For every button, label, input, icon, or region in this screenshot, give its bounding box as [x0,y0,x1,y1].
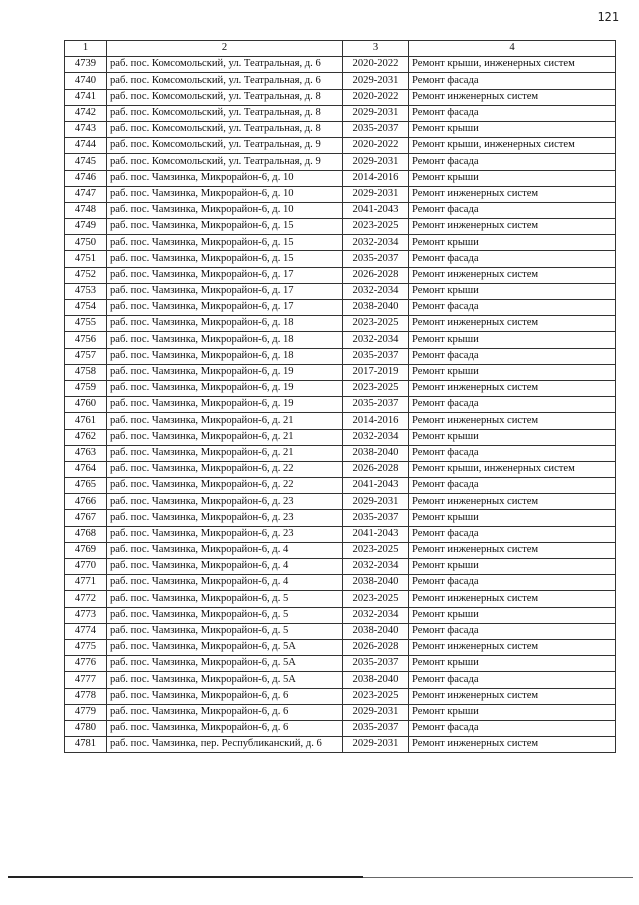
table-row [65,170,616,186]
table-row [65,89,616,105]
work-type-cell: Ремонт инженерных систем [409,316,616,332]
table-row [65,364,616,380]
table-row [65,526,616,542]
row-number-cell: 4752 [65,267,107,283]
period-cell: 2029-2031 [343,704,409,720]
work-type-cell: Ремонт инженерных систем [409,186,616,202]
table-row [65,494,616,510]
work-type-cell: Ремонт крыши, инженерных систем [409,57,616,73]
work-type-cell: Ремонт фасада [409,672,616,688]
period-cell: 2023-2025 [343,316,409,332]
row-number-cell: 4739 [65,57,107,73]
table-row [65,267,616,283]
address-cell: раб. пос. Чамзинка, Микрорайон-6, д. 23 [107,526,343,542]
table-row [65,542,616,558]
table-row [65,154,616,170]
work-type-cell: Ремонт фасада [409,73,616,89]
page-bottom-rule-thin [363,877,633,878]
period-cell: 2032-2034 [343,559,409,575]
address-cell: раб. пос. Чамзинка, Микрорайон-6, д. 5 [107,623,343,639]
row-number-cell: 4749 [65,219,107,235]
address-cell: раб. пос. Чамзинка, Микрорайон-6, д. 23 [107,510,343,526]
table-row [65,656,616,672]
table-row [65,251,616,267]
period-cell: 2029-2031 [343,186,409,202]
address-cell: раб. пос. Чамзинка, Микрорайон-6, д. 18 [107,348,343,364]
table-row [65,510,616,526]
period-cell: 2041-2043 [343,526,409,542]
table-row [65,672,616,688]
table-row [65,380,616,396]
row-number-cell: 4763 [65,445,107,461]
period-cell: 2029-2031 [343,154,409,170]
column-header-number: 1 [65,41,107,57]
row-number-cell: 4754 [65,300,107,316]
address-cell: раб. пос. Чамзинка, Микрорайон-6, д. 21 [107,445,343,461]
address-cell: раб. пос. Чамзинка, Микрорайон-6, д. 17 [107,267,343,283]
address-cell: раб. пос. Чамзинка, Микрорайон-6, д. 5А [107,639,343,655]
address-cell: раб. пос. Комсомольский, ул. Театральная, д. 9 [107,154,343,170]
table-row [65,413,616,429]
work-type-cell: Ремонт инженерных систем [409,591,616,607]
work-type-cell: Ремонт крыши [409,607,616,623]
work-type-cell: Ремонт крыши [409,510,616,526]
table-body [65,57,616,753]
work-type-cell: Ремонт инженерных систем [409,267,616,283]
table-row [65,461,616,477]
address-cell: раб. пос. Чамзинка, Микрорайон-6, д. 5 [107,607,343,623]
work-type-cell: Ремонт инженерных систем [409,737,616,753]
repair-schedule-table [64,40,616,753]
table-row [65,202,616,218]
table-row [65,332,616,348]
address-cell: раб. пос. Комсомольский, ул. Театральная, д. 8 [107,121,343,137]
work-type-cell: Ремонт фасада [409,720,616,736]
work-type-cell: Ремонт крыши [409,364,616,380]
table-row [65,688,616,704]
table-row [65,623,616,639]
row-number-cell: 4761 [65,413,107,429]
period-cell: 2038-2040 [343,445,409,461]
address-cell: раб. пос. Чамзинка, Микрорайон-6, д. 4 [107,575,343,591]
row-number-cell: 4767 [65,510,107,526]
row-number-cell: 4744 [65,138,107,154]
row-number-cell: 4774 [65,623,107,639]
period-cell: 2020-2022 [343,57,409,73]
row-number-cell: 4756 [65,332,107,348]
work-type-cell: Ремонт фасада [409,397,616,413]
work-type-cell: Ремонт крыши [409,656,616,672]
table-row [65,591,616,607]
table-row [65,283,616,299]
row-number-cell: 4751 [65,251,107,267]
period-cell: 2026-2028 [343,267,409,283]
column-header-work-type: 4 [409,41,616,57]
period-cell: 2020-2022 [343,138,409,154]
row-number-cell: 4741 [65,89,107,105]
work-type-cell: Ремонт инженерных систем [409,219,616,235]
address-cell: раб. пос. Комсомольский, ул. Театральная, д. 6 [107,57,343,73]
period-cell: 2014-2016 [343,413,409,429]
period-cell: 2035-2037 [343,720,409,736]
period-cell: 2026-2028 [343,461,409,477]
address-cell: раб. пос. Чамзинка, пер. Республиканский, д. 6 [107,737,343,753]
period-cell: 2035-2037 [343,348,409,364]
table-header-row [65,41,616,57]
address-cell: раб. пос. Комсомольский, ул. Театральная, д. 8 [107,89,343,105]
work-type-cell: Ремонт инженерных систем [409,89,616,105]
work-type-cell: Ремонт крыши, инженерных систем [409,138,616,154]
row-number-cell: 4759 [65,380,107,396]
address-cell: раб. пос. Чамзинка, Микрорайон-6, д. 17 [107,300,343,316]
period-cell: 2035-2037 [343,121,409,137]
address-cell: раб. пос. Чамзинка, Микрорайон-6, д. 6 [107,688,343,704]
table-row [65,445,616,461]
address-cell: раб. пос. Чамзинка, Микрорайон-6, д. 19 [107,364,343,380]
table-row [65,105,616,121]
period-cell: 2038-2040 [343,575,409,591]
period-cell: 2035-2037 [343,510,409,526]
work-type-cell: Ремонт инженерных систем [409,688,616,704]
table-row [65,704,616,720]
work-type-cell: Ремонт крыши [409,559,616,575]
work-type-cell: Ремонт фасада [409,575,616,591]
work-type-cell: Ремонт крыши [409,429,616,445]
row-number-cell: 4765 [65,478,107,494]
row-number-cell: 4750 [65,235,107,251]
table-row [65,720,616,736]
table-row [65,575,616,591]
page-bottom-rule [8,876,363,878]
address-cell: раб. пос. Чамзинка, Микрорайон-6, д. 5А [107,672,343,688]
period-cell: 2032-2034 [343,332,409,348]
work-type-cell: Ремонт фасада [409,526,616,542]
table-row [65,316,616,332]
work-type-cell: Ремонт фасада [409,445,616,461]
row-number-cell: 4768 [65,526,107,542]
period-cell: 2041-2043 [343,202,409,218]
period-cell: 2023-2025 [343,542,409,558]
address-cell: раб. пос. Чамзинка, Микрорайон-6, д. 19 [107,397,343,413]
period-cell: 2032-2034 [343,283,409,299]
address-cell: раб. пос. Комсомольский, ул. Театральная, д. 9 [107,138,343,154]
work-type-cell: Ремонт крыши, инженерных систем [409,461,616,477]
table-row [65,300,616,316]
row-number-cell: 4772 [65,591,107,607]
address-cell: раб. пос. Комсомольский, ул. Театральная, д. 8 [107,105,343,121]
table-row [65,639,616,655]
period-cell: 2038-2040 [343,672,409,688]
period-cell: 2023-2025 [343,380,409,396]
period-cell: 2035-2037 [343,397,409,413]
period-cell: 2029-2031 [343,105,409,121]
period-cell: 2029-2031 [343,737,409,753]
table-row [65,607,616,623]
row-number-cell: 4777 [65,672,107,688]
work-type-cell: Ремонт фасада [409,623,616,639]
table-row [65,478,616,494]
row-number-cell: 4746 [65,170,107,186]
period-cell: 2029-2031 [343,73,409,89]
row-number-cell: 4748 [65,202,107,218]
table-row [65,219,616,235]
address-cell: раб. пос. Чамзинка, Микрорайон-6, д. 21 [107,413,343,429]
work-type-cell: Ремонт крыши [409,283,616,299]
row-number-cell: 4779 [65,704,107,720]
row-number-cell: 4743 [65,121,107,137]
row-number-cell: 4745 [65,154,107,170]
address-cell: раб. пос. Комсомольский, ул. Театральная, д. 6 [107,73,343,89]
work-type-cell: Ремонт инженерных систем [409,542,616,558]
period-cell: 2038-2040 [343,623,409,639]
table-row [65,121,616,137]
row-number-cell: 4742 [65,105,107,121]
work-type-cell: Ремонт крыши [409,332,616,348]
period-cell: 2032-2034 [343,607,409,623]
address-cell: раб. пос. Чамзинка, Микрорайон-6, д. 22 [107,461,343,477]
row-number-cell: 4778 [65,688,107,704]
row-number-cell: 4773 [65,607,107,623]
address-cell: раб. пос. Чамзинка, Микрорайон-6, д. 21 [107,429,343,445]
row-number-cell: 4758 [65,364,107,380]
work-type-cell: Ремонт фасада [409,105,616,121]
work-type-cell: Ремонт инженерных систем [409,380,616,396]
table-row [65,559,616,575]
row-number-cell: 4753 [65,283,107,299]
address-cell: раб. пос. Чамзинка, Микрорайон-6, д. 17 [107,283,343,299]
address-cell: раб. пос. Чамзинка, Микрорайон-6, д. 5А [107,656,343,672]
row-number-cell: 4747 [65,186,107,202]
row-number-cell: 4780 [65,720,107,736]
period-cell: 2014-2016 [343,170,409,186]
period-cell: 2032-2034 [343,429,409,445]
table-row [65,348,616,364]
address-cell: раб. пос. Чамзинка, Микрорайон-6, д. 4 [107,559,343,575]
work-type-cell: Ремонт фасада [409,478,616,494]
row-number-cell: 4764 [65,461,107,477]
address-cell: раб. пос. Чамзинка, Микрорайон-6, д. 10 [107,170,343,186]
address-cell: раб. пос. Чамзинка, Микрорайон-6, д. 6 [107,720,343,736]
work-type-cell: Ремонт фасада [409,202,616,218]
work-type-cell: Ремонт инженерных систем [409,413,616,429]
table-row [65,186,616,202]
row-number-cell: 4740 [65,73,107,89]
table-row [65,429,616,445]
address-cell: раб. пос. Чамзинка, Микрорайон-6, д. 5 [107,591,343,607]
table-row [65,397,616,413]
table-row [65,737,616,753]
address-cell: раб. пос. Чамзинка, Микрорайон-6, д. 4 [107,542,343,558]
row-number-cell: 4762 [65,429,107,445]
address-cell: раб. пос. Чамзинка, Микрорайон-6, д. 6 [107,704,343,720]
period-cell: 2035-2037 [343,656,409,672]
period-cell: 2032-2034 [343,235,409,251]
row-number-cell: 4771 [65,575,107,591]
period-cell: 2029-2031 [343,494,409,510]
row-number-cell: 4776 [65,656,107,672]
period-cell: 2023-2025 [343,219,409,235]
work-type-cell: Ремонт крыши [409,704,616,720]
row-number-cell: 4769 [65,542,107,558]
address-cell: раб. пос. Чамзинка, Микрорайон-6, д. 15 [107,219,343,235]
work-type-cell: Ремонт фасада [409,300,616,316]
period-cell: 2020-2022 [343,89,409,105]
period-cell: 2035-2037 [343,251,409,267]
row-number-cell: 4766 [65,494,107,510]
page-number: 121 [597,10,619,24]
work-type-cell: Ремонт фасада [409,154,616,170]
column-header-period: 3 [343,41,409,57]
column-header-address: 2 [107,41,343,57]
address-cell: раб. пос. Чамзинка, Микрорайон-6, д. 18 [107,316,343,332]
row-number-cell: 4757 [65,348,107,364]
work-type-cell: Ремонт инженерных систем [409,494,616,510]
row-number-cell: 4775 [65,639,107,655]
table-row [65,138,616,154]
address-cell: раб. пос. Чамзинка, Микрорайон-6, д. 15 [107,235,343,251]
work-type-cell: Ремонт фасада [409,251,616,267]
period-cell: 2038-2040 [343,300,409,316]
address-cell: раб. пос. Чамзинка, Микрорайон-6, д. 19 [107,380,343,396]
address-cell: раб. пос. Чамзинка, Микрорайон-6, д. 10 [107,202,343,218]
address-cell: раб. пос. Чамзинка, Микрорайон-6, д. 22 [107,478,343,494]
period-cell: 2041-2043 [343,478,409,494]
address-cell: раб. пос. Чамзинка, Микрорайон-6, д. 23 [107,494,343,510]
row-number-cell: 4781 [65,737,107,753]
period-cell: 2026-2028 [343,639,409,655]
period-cell: 2017-2019 [343,364,409,380]
period-cell: 2023-2025 [343,591,409,607]
work-type-cell: Ремонт крыши [409,170,616,186]
work-type-cell: Ремонт крыши [409,121,616,137]
work-type-cell: Ремонт инженерных систем [409,639,616,655]
row-number-cell: 4755 [65,316,107,332]
period-cell: 2023-2025 [343,688,409,704]
address-cell: раб. пос. Чамзинка, Микрорайон-6, д. 10 [107,186,343,202]
row-number-cell: 4770 [65,559,107,575]
address-cell: раб. пос. Чамзинка, Микрорайон-6, д. 15 [107,251,343,267]
table-row [65,73,616,89]
work-type-cell: Ремонт крыши [409,235,616,251]
table-row [65,235,616,251]
work-type-cell: Ремонт фасада [409,348,616,364]
table-row [65,57,616,73]
address-cell: раб. пос. Чамзинка, Микрорайон-6, д. 18 [107,332,343,348]
row-number-cell: 4760 [65,397,107,413]
